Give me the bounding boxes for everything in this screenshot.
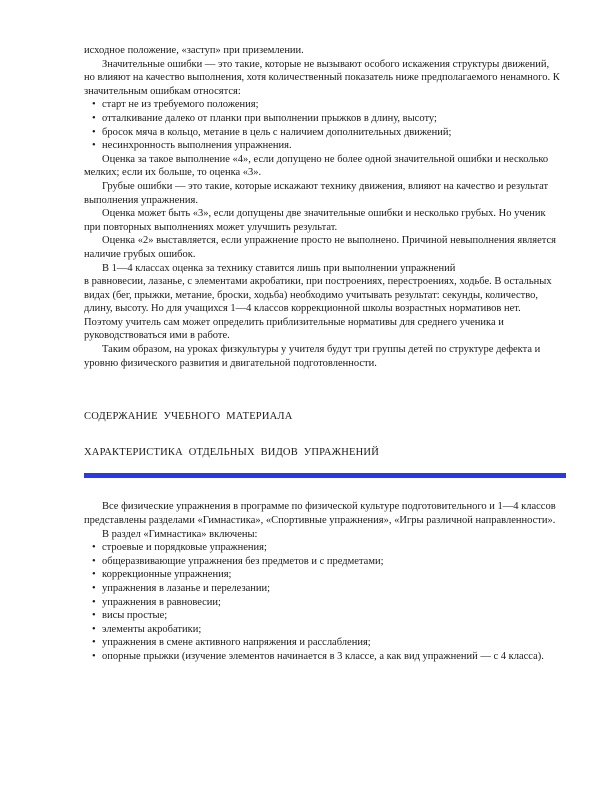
paragraph: Грубые ошибки — это такие, которые искажают технику движения, влияют на качество и результат выполнения упражнения. (84, 180, 549, 206)
list-item: • опорные прыжки (изучение элементов начинается в 3 классе, а как вид упражнений — с 4 класса). (84, 650, 560, 664)
paragraph: Значительные ошибки — это такие, которые не вызывают особого искажения структуры движений, но влияют на качество выполнения, хотя количественный показатель ниже предполагаемого ненамного. К значительным ошибкам относятся: (84, 58, 560, 97)
section-heading: ХАРАКТЕРИСТИКА ОТДЕЛЬНЫХ ВИДОВ УПРАЖНЕНИЙ (84, 446, 379, 458)
paragraph: В 1—4 классах оценка за технику ставится лишь при выполнении упражнений (102, 262, 456, 274)
list-item: • упражнения в лазанье и перелезании; (84, 582, 560, 596)
list-item: • коррекционные упражнения; (84, 568, 560, 582)
list-item: • несинхронность выполнения упражнения. (84, 139, 560, 153)
paragraph: Все физические упражнения в программе по физической культуре подготовительного и 1—4 классов представлены разделами «Гимнастика», «Спортивные упражнения», «Игры различной направленности». (84, 501, 556, 527)
paragraph: Оценка за такое выполнение «4», если допущено не более одной значительной ошибки и несколько мелких; если их больше, то оценка «3». (84, 153, 549, 179)
list-item: • общеразвивающие упражнения без предметов и с предметами; (84, 555, 560, 569)
list-item: • старт не из требуемого положения; (84, 98, 560, 112)
list-item: • строевые и порядковые упражнения; (84, 541, 560, 555)
document-page (84, 44, 560, 664)
divider-rule (84, 473, 566, 478)
paragraph: исходное положение, «заступ» при приземлении. (84, 45, 304, 56)
list-item: • бросок мяча в кольцо, метание в цель с наличием дополнительных движений; (84, 126, 560, 140)
bullet-list (84, 541, 560, 663)
paragraph: Оценка «2» выставляется, если упражнение просто не выполнено. Причиной невыполнения является наличие грубых ошибок. (84, 235, 556, 260)
list-item: • отталкивание далеко от планки при выполнении прыжков в длину, высоту; (84, 112, 560, 126)
list-item: • висы простые; (84, 609, 560, 623)
paragraph: в равновесии, лазанье, с элементами акробатики, при построениях, перестроениях, ходьбе. В остальных видах (бег, прыжки, метание, броски, ходьба) необходимо учитывать результат: секунды, количество, длину, высоту. Но для учащихся 1—4 классов коррекционной школы возрастных нормативов нет. Поэтому учитель сам может определить приблизительные нормативы для среднего ученика и руководствоваться ими в работе. (84, 276, 552, 342)
list-item: • элементы акробатики; (84, 623, 560, 637)
bullet-list (84, 98, 560, 152)
list-item: • упражнения в смене активного напряжения и расслабления; (84, 636, 560, 650)
paragraph: Оценка может быть «3», если допущены две значительные ошибки и несколько грубых. Но ученик при повторных выполнениях может улучшить результат. (84, 208, 546, 233)
paragraph: Таким образом, на уроках физкультуры у учителя будут три группы детей по структуре дефекта и уровню физического развития и двигательной подготовленности. (84, 344, 541, 369)
list-item: • упражнения в равновесии; (84, 596, 560, 610)
paragraph: В раздел «Гимнастика» включены: (102, 528, 258, 540)
section-heading: СОДЕРЖАНИЕ УЧЕБНОГО МАТЕРИАЛА (84, 411, 293, 423)
